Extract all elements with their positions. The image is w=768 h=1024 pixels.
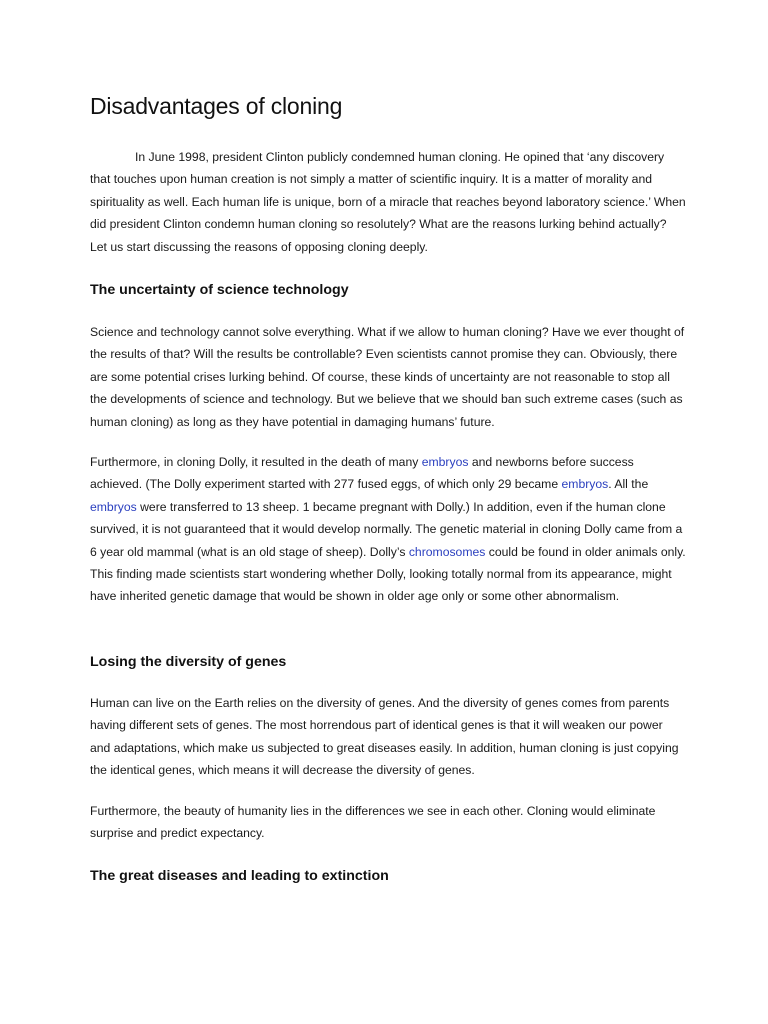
paragraph-text: could be found in older animals only. This finding made scientists start wondering whether Dolly, looking totally normal from its appearance, might have inherited genetic damage that would be shown in older age only or some other abnormalism. [90, 544, 686, 604]
section-heading-diseases: The great diseases and leading to extinction [90, 868, 389, 884]
paragraph-text: . All the [608, 477, 649, 492]
embryos-link[interactable]: embryos [421, 455, 469, 469]
diversity-paragraph-1: Human can live on the Earth relies on the diversity of genes. And the diversity of genes comes from parents having different sets of genes. The most horrendous part of identical genes is that it will weaken our power and adaptations, which make us subjected to great diseases easily. In addition, human cloning is just copying the identical genes, which means it will decrease the diversity of genes. [90, 696, 679, 778]
embryos-link[interactable]: embryos [90, 499, 137, 514]
section-heading-uncertainty: The uncertainty of science technology [90, 282, 349, 298]
paragraph-text: and newborns before success achieved. (The Dolly experiment started with 277 fused eggs, of which only 29 became [90, 455, 634, 492]
embryos-link[interactable]: embryos [561, 477, 609, 492]
paragraph-text: Furthermore, in cloning Dolly, it resulted in the death of many [90, 455, 422, 469]
page-title: Disadvantages of cloning [90, 93, 343, 119]
diversity-paragraph-2: Furthermore, the beauty of humanity lies in the differences we see in each other. Cloning would eliminate surprise and predict expectancy. [90, 804, 656, 841]
uncertainty-paragraph-2 [90, 451, 686, 608]
uncertainty-paragraph-1: Science and technology cannot solve everything. What if we allow to human cloning? Have we ever thought of the results of that? Will the results be controllable? Even scientists cannot promise they can. Obviously, there are some potential crises lurking behind. Of course, these kinds of uncertainty are not reasonable to stop all the developments of science and technology. But we believe that we should ban such extreme cases (such as human cloning) as long as they have potential in damaging humans’ future. [90, 325, 685, 429]
intro-text: In June 1998, president Clinton publicly condemned human cloning. He opined that ‘any discovery that touches upon human creation is not simply a matter of scientific inquiry. It is a matter of morality and spirituality as well. Each human life is unique, born of a miracle that reaches beyond laboratory science.’ When did president Clinton condemn human cloning so resolutely? What are the reasons lurking behind actually? Let us start discussing the reasons of opposing cloning deeply. [90, 150, 686, 254]
section-heading-diversity: Losing the diversity of genes [90, 654, 287, 670]
intro-paragraph [90, 146, 686, 258]
chromosomes-link[interactable]: chromosomes [408, 544, 486, 559]
paragraph-text: were transferred to 13 sheep. 1 became pregnant with Dolly.) In addition, even if the human clone survived, it is not guaranteed that it would develop normally. The genetic material in cloning Dolly came from a 6 year old mammal (what is an old stage of sheep). Dolly’s [90, 499, 683, 559]
